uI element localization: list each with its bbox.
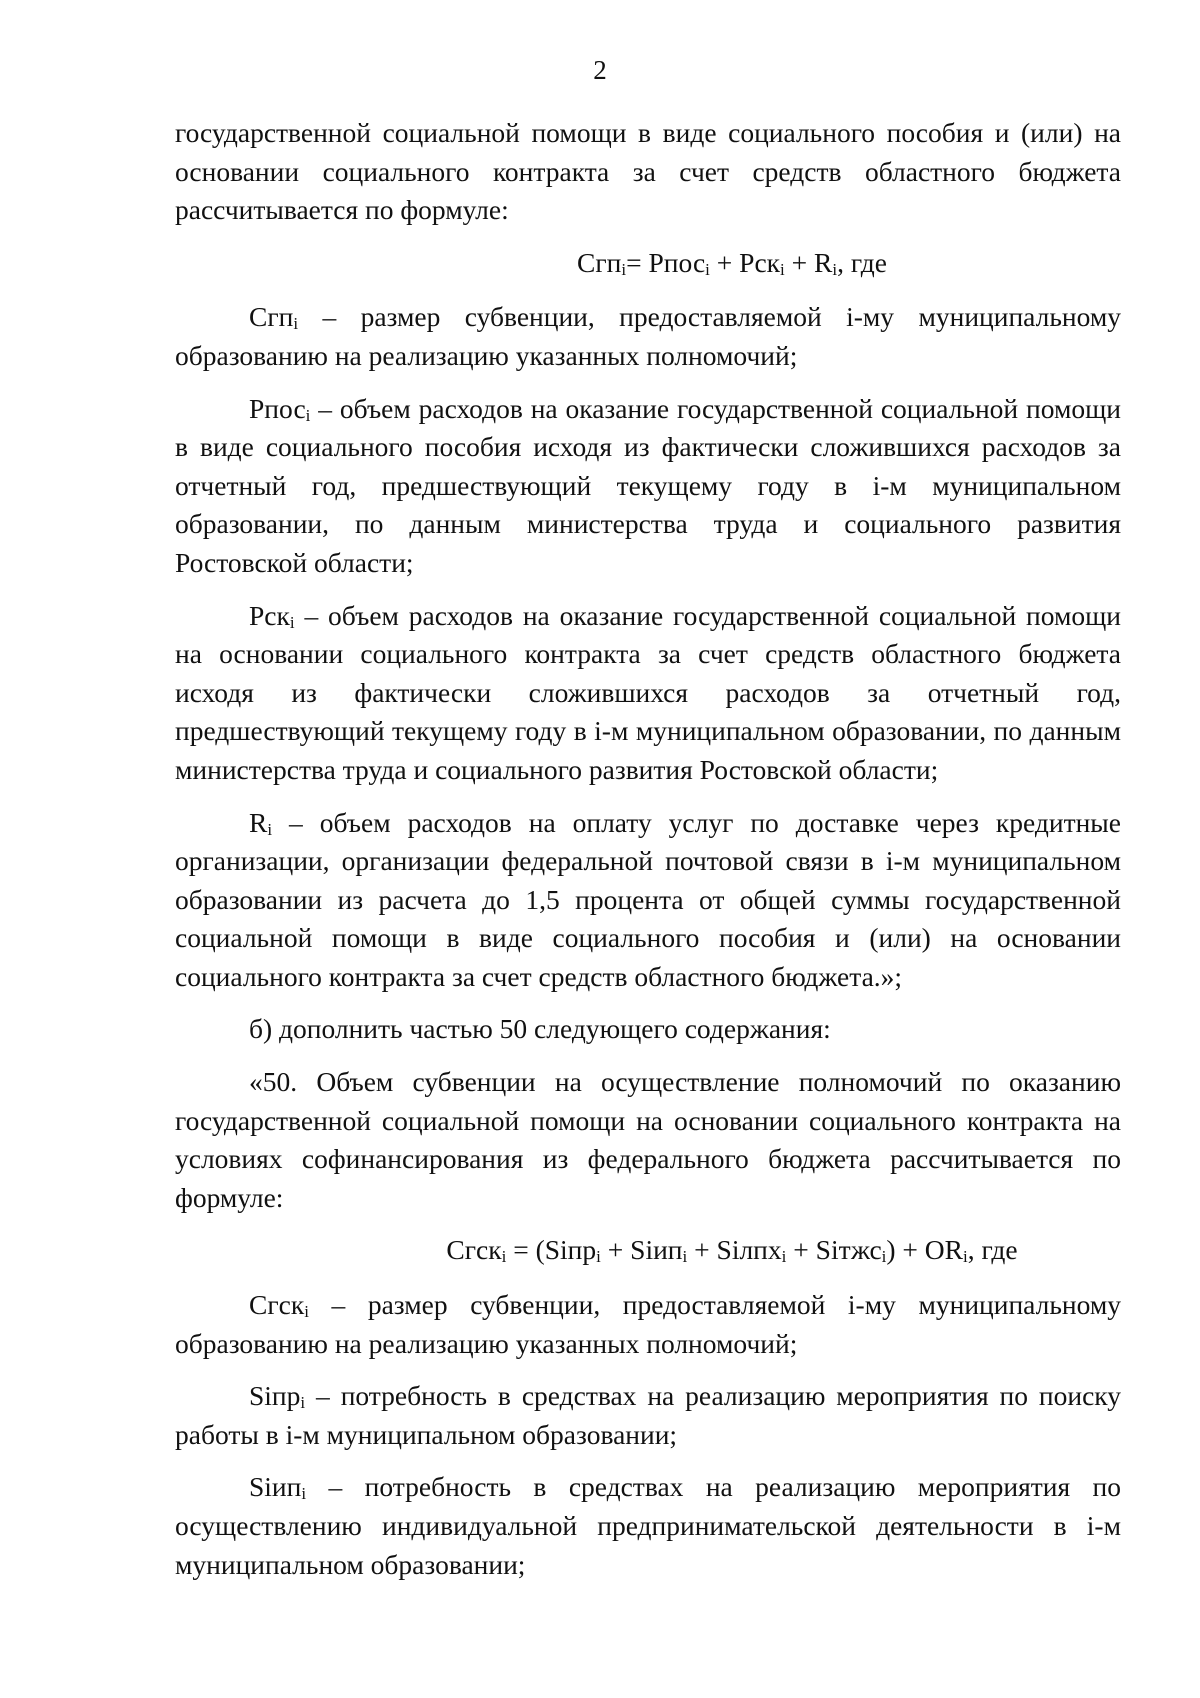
formula-sgp: Сгп$_i$= Рпос$_i$ + $Рск_i + R_i$, где xyxy=(577,246,887,279)
paragraph-amendment-b: б) дополнить частью 50 следующего содержания: xyxy=(249,1013,831,1045)
definition-siip: Siип$_i$ – потребность в средствах на реализацию мероприятия по осуществлению индивидуальной предпринимательской деятельности в i-м муниципальном образовании; xyxy=(175,1471,1121,1580)
formula-sgsk: Сгск$_i$ = (Siпр$_i$ + Siип$_i$ + Siлпх$_i$ + Siтжс$_i$) + $OR_i$, где xyxy=(446,1234,1018,1267)
definition-sgsk: Сгск$_i$ – размер субвенции, предоставляемой i-му муниципальному образованию на реализацию указанных полномочий; xyxy=(175,1289,1121,1359)
document-body xyxy=(175,114,1121,1598)
definition-r: $R_i$ – объем расходов на оплату услуг по доставке через кредитные организации, организации федеральной почтовой связи в i-м муниципальном образовании из расчета до 1,5 процента от общей суммы государственной социальной помощи в виде социального пособия и (или) на основании социального контракта за счет средств областного бюджета.»; xyxy=(175,806,1121,992)
definition-rsk: Рск$_i$ – объем расходов на оказание государственной социальной помощи на основании социального контракта за счет средств областного бюджета исходя из фактически сложившихся расходов за отчетный год, предшествующий текущему году в i-м муниципальном образовании, по данным министерства труда и социального развития Ростовской области; xyxy=(175,599,1121,785)
page-number: 2 xyxy=(593,55,607,85)
definition-sgp: Сгп$_i$ – размер субвенции, предоставляемой i-му муниципальному образованию на реализацию указанных полномочий; xyxy=(175,301,1121,371)
definition-rpos: Рпос$_i$ – объем расходов на оказание государственной социальной помощи в виде социального пособия исходя из фактически сложившихся расходов за отчетный год, предшествующий текущему году в i-м муниципальном образовании, по данным министерства труда и социального развития Ростовской области; xyxy=(175,392,1121,578)
paragraph-continuation: государственной социальной помощи в виде социального пособия и (или) на основании социального контракта за счет средств областного бюджета рассчитывается по формуле: xyxy=(175,117,1121,226)
definition-sipr: Siпр$_i$ – потребность в средствах на реализацию мероприятия по поиску работы в i-м муниципальном образовании; xyxy=(175,1380,1121,1450)
paragraph-part-50: «50. Объем субвенции на осуществление полномочий по оказанию государственной социальной помощи на основании социального контракта на условиях софинансирования из федерального бюджета рассчитывается по формуле: xyxy=(175,1066,1121,1213)
